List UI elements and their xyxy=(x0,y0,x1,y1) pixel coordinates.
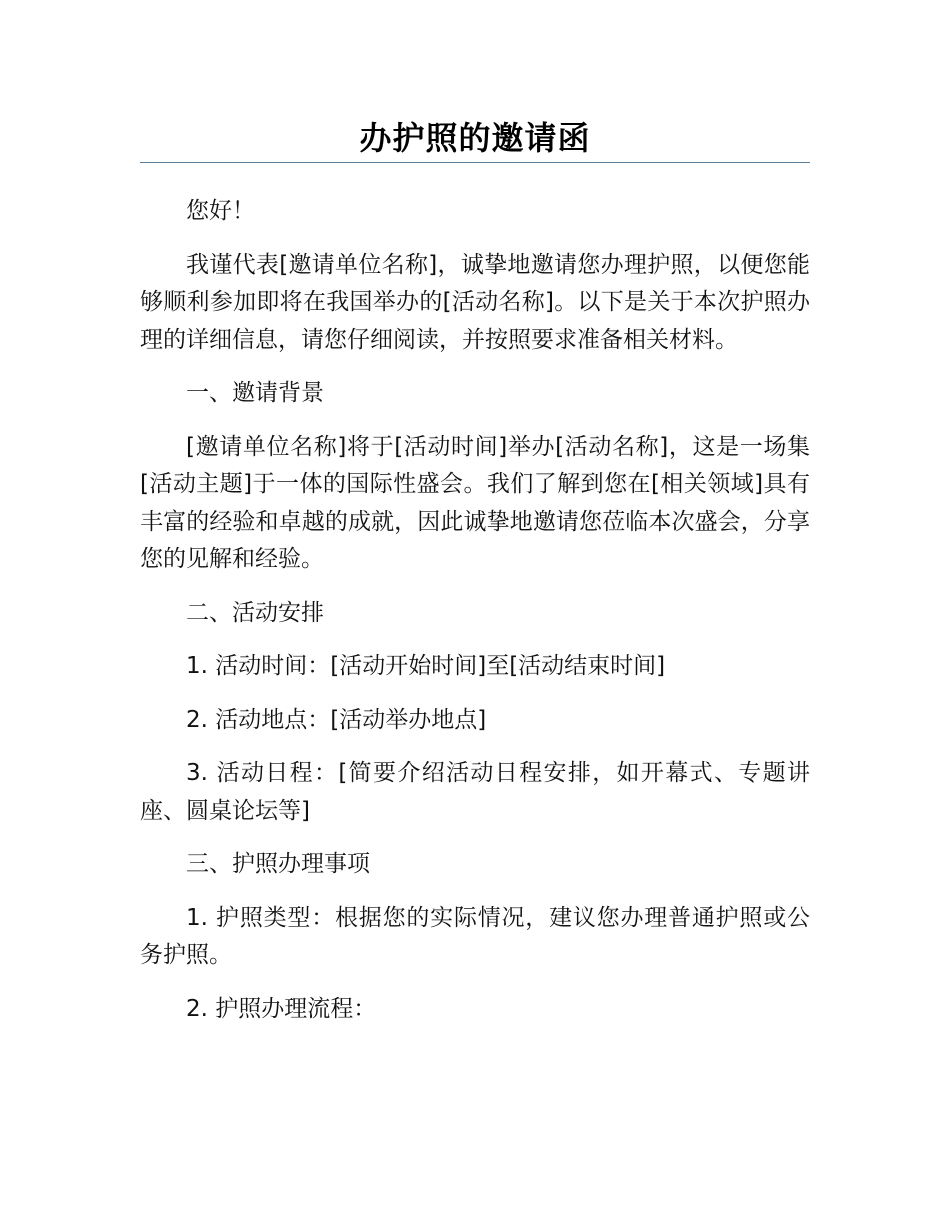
section-heading-passport: 三、护照办理事项 xyxy=(186,851,370,877)
title-divider xyxy=(140,162,810,163)
document-body xyxy=(140,193,810,1028)
schedule-item-agenda: 3. 活动日程：[简要介绍活动日程安排，如开幕式、专题讲座、圆桌论坛等] xyxy=(140,760,810,824)
document-title: 办护照的邀请函 xyxy=(359,119,591,157)
passport-item-type: 1. 护照类型：根据您的实际情况，建议您办理普通护照或公务护照。 xyxy=(140,904,810,968)
passport-item-process: 2. 护照办理流程： xyxy=(186,995,377,1022)
section-heading-background: 一、邀请背景 xyxy=(186,380,324,406)
schedule-item-location: 2. 活动地点：[活动举办地点] xyxy=(186,706,487,733)
schedule-item-time: 1. 活动时间：[活动开始时间]至[活动结束时间] xyxy=(186,653,666,679)
document-page xyxy=(140,0,810,1044)
section-heading-schedule: 二、活动安排 xyxy=(186,599,324,626)
intro-paragraph: 我谨代表[邀请单位名称]，诚挚地邀请您办理护照，以便您能够顺利参加即将在我国举办的[活动名称]。以下是关于本次护照办理的详细信息，请您仔细阅读，并按照要求准备相关材料。 xyxy=(140,251,810,353)
greeting-paragraph: 您好！ xyxy=(186,198,255,224)
background-paragraph: [邀请单位名称]将于[活动时间]举办[活动名称]，这是一场集[活动主题]于一体的国际性盛会。我们了解到您在[相关领域]具有丰富的经验和卓越的成就，因此诚挚地邀请您莅临本次盛会，分享您的见解和经验。 xyxy=(140,433,810,572)
